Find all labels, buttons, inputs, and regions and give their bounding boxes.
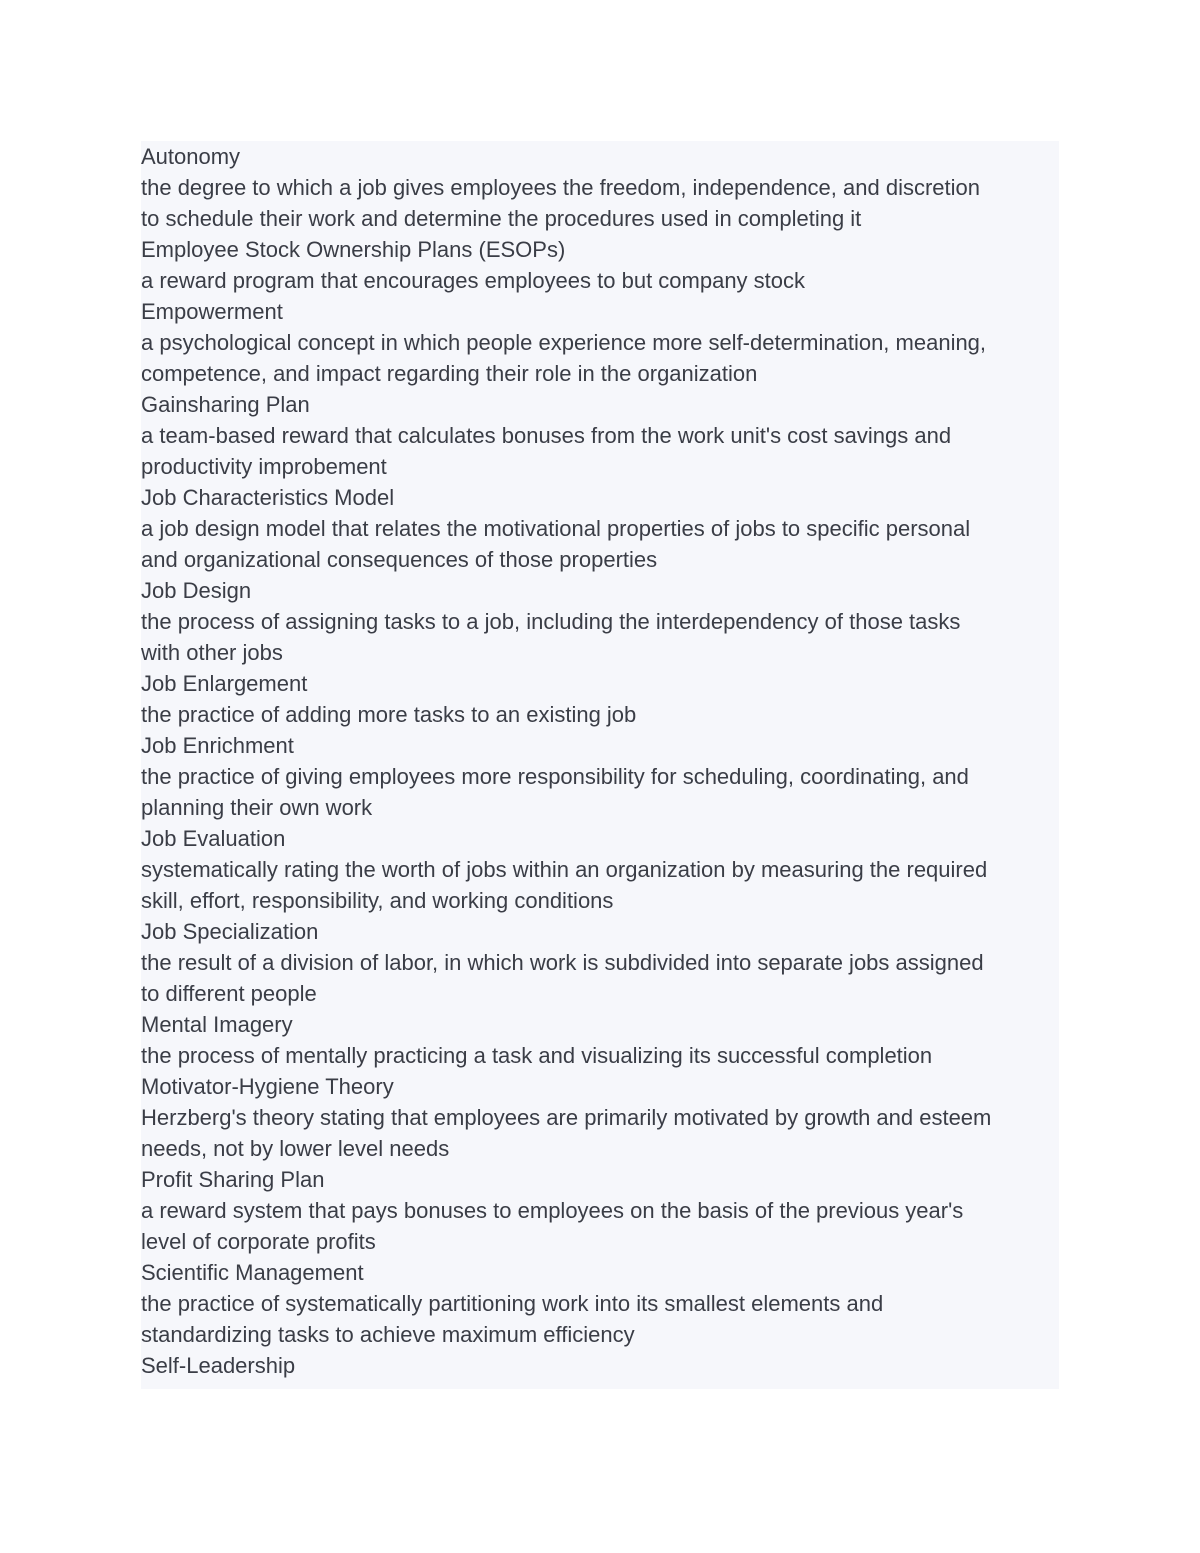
definition-line: the degree to which a job gives employees the freedom, independence, and discretion [141, 175, 980, 200]
definition-line: to schedule their work and determine the procedures used in completing it [141, 206, 862, 231]
term-job-enlargement: Job Enlargement [141, 671, 308, 696]
definition-line: and organizational consequences of those properties [141, 547, 658, 572]
term-self-leadership: Self-Leadership [141, 1353, 296, 1378]
definition-line: a reward system that pays bonuses to employees on the basis of the previous year's [141, 1198, 964, 1223]
term-gainsharing-plan: Gainsharing Plan [141, 392, 310, 417]
definition-line: the process of mentally practicing a task and visualizing its successful completion [141, 1043, 933, 1068]
term-scientific-management: Scientific Management [141, 1260, 364, 1285]
term-profit-sharing-plan: Profit Sharing Plan [141, 1167, 325, 1192]
definition-line: a reward program that encourages employees to but company stock [141, 268, 806, 293]
term-motivator-hygiene-theory: Motivator-Hygiene Theory [141, 1074, 394, 1099]
definition-line: to different people [141, 981, 317, 1006]
definition-line: with other jobs [141, 640, 283, 665]
definition-line: systematically rating the worth of jobs within an organization by measuring the required [141, 857, 988, 882]
definition-line: a psychological concept in which people experience more self-determination, meaning, [141, 330, 987, 355]
definition-line: planning their own work [141, 795, 373, 820]
glossary-text-block [141, 141, 1059, 1389]
definition-line: a job design model that relates the motivational properties of jobs to specific personal [141, 516, 971, 541]
definition-line: standardizing tasks to achieve maximum efficiency [141, 1322, 635, 1347]
term-esops: Employee Stock Ownership Plans (ESOPs) [141, 237, 566, 262]
definition-line: needs, not by lower level needs [141, 1136, 450, 1161]
definition-line: level of corporate profits [141, 1229, 376, 1254]
definition-line: competence, and impact regarding their role in the organization [141, 361, 758, 386]
term-empowerment: Empowerment [141, 299, 283, 324]
term-job-enrichment: Job Enrichment [141, 733, 294, 758]
definition-line: the practice of giving employees more responsibility for scheduling, coordinating, and [141, 764, 969, 789]
term-job-characteristics-model: Job Characteristics Model [141, 485, 395, 510]
definition-line: the process of assigning tasks to a job, including the interdependency of those tasks [141, 609, 961, 634]
term-job-design: Job Design [141, 578, 252, 603]
term-autonomy: Autonomy [141, 144, 241, 169]
term-job-specialization: Job Specialization [141, 919, 319, 944]
definition-line: Herzberg's theory stating that employees are primarily motivated by growth and esteem [141, 1105, 992, 1130]
definition-line: the practice of adding more tasks to an existing job [141, 702, 637, 727]
term-job-evaluation: Job Evaluation [141, 826, 286, 851]
definition-line: productivity improbement [141, 454, 387, 479]
definition-line: a team-based reward that calculates bonuses from the work unit's cost savings and [141, 423, 952, 448]
term-mental-imagery: Mental Imagery [141, 1012, 293, 1037]
definition-line: the practice of systematically partitioning work into its smallest elements and [141, 1291, 884, 1316]
definition-line: the result of a division of labor, in which work is subdivided into separate jobs assigned [141, 950, 984, 975]
definition-line: skill, effort, responsibility, and working conditions [141, 888, 614, 913]
